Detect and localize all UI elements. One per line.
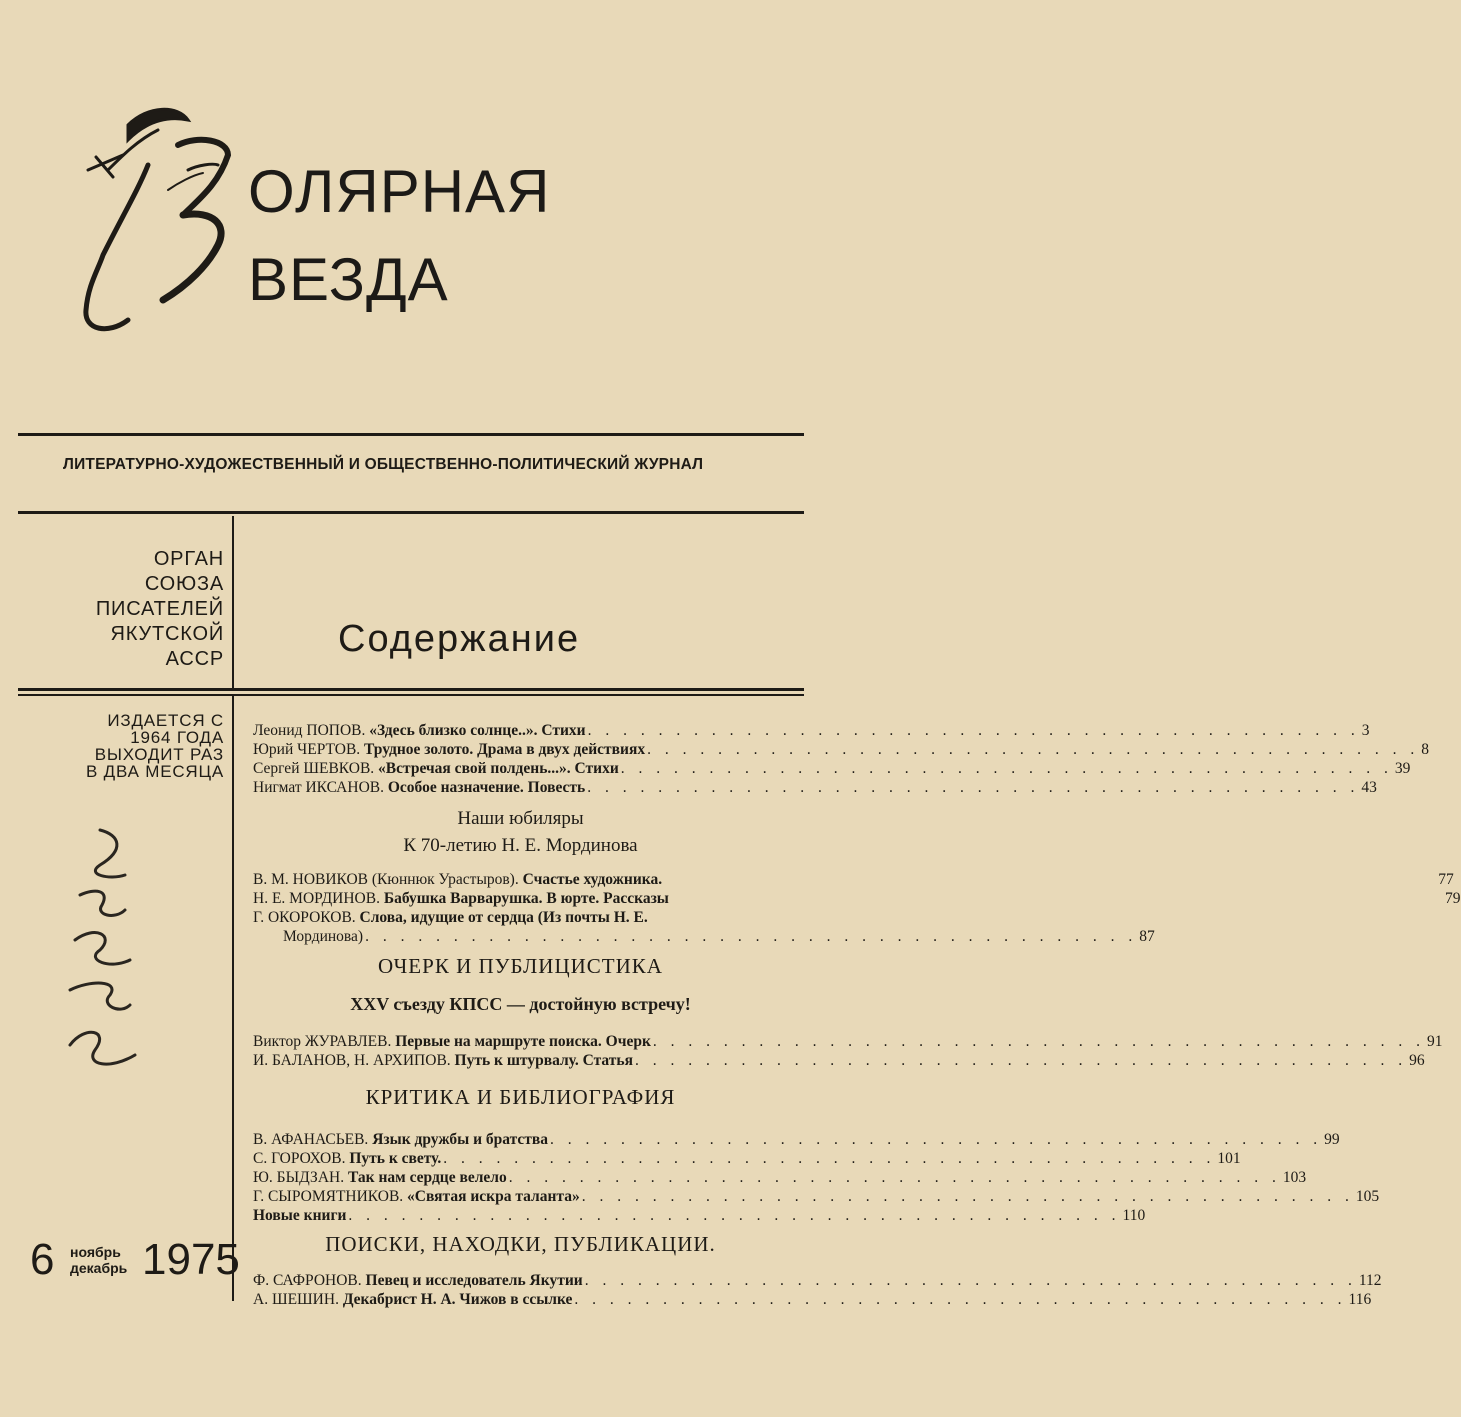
toc-page: 79: [1445, 890, 1461, 907]
column-divider-lower: [232, 696, 234, 1301]
masthead-divider: [18, 433, 804, 436]
toc-entry: [253, 1130, 1340, 1149]
toc-work: Декабрист Н. А. Чижов в ссылке: [342, 1291, 573, 1308]
publication-line: ВЫХОДИТ РАЗ: [94, 745, 224, 764]
toc-author: И. БАЛАНОВ, Н. АРХИПОВ.: [253, 1052, 451, 1069]
toc-entry: [253, 1168, 1307, 1187]
issue-month: ноябрь: [70, 1244, 121, 1260]
toc-entry: [253, 1271, 1382, 1290]
toc-page: 103: [1282, 1169, 1307, 1186]
publication-line: 1964 ГОДА: [130, 728, 224, 747]
toc-work: «Здесь близко солнце..». Стихи: [369, 722, 586, 739]
toc-entry: [253, 778, 1377, 797]
toc-work: Путь к свету.: [349, 1150, 442, 1167]
section-essay-subheading: XXV съезду КПСС — достойную встречу!: [350, 994, 691, 1014]
issue-months: [70, 1244, 127, 1276]
toc-work: Певец и исследователь Якутии: [365, 1272, 583, 1289]
toc-author: Леонид ПОПОВ.: [253, 722, 366, 739]
handwritten-mark-icon: [40, 820, 160, 1080]
toc-group-critique: [253, 1130, 1380, 1225]
toc-page: 3: [1361, 722, 1370, 739]
toc-work: Язык дружбы и братства: [372, 1131, 549, 1148]
organ-line: АССР: [165, 648, 224, 670]
toc-entry: [253, 1032, 1443, 1051]
toc-page: 39: [1394, 760, 1411, 777]
toc-page: 77: [1438, 871, 1454, 888]
toc-author: Г. ОКОРОКОВ.: [253, 909, 356, 926]
toc-entry: [253, 889, 1461, 908]
section-critique-heading: КРИТИКА И БИБЛИОГРАФИЯ: [365, 1085, 676, 1109]
toc-work: Особое назначение. Повесть: [387, 779, 586, 796]
toc-page: 110: [1122, 1207, 1146, 1224]
publication-info: [86, 712, 224, 780]
toc-work: Трудное золото. Драма в двух действиях: [364, 741, 646, 758]
section-essay-heading: ОЧЕРК И ПУБЛИЦИСТИКА: [378, 954, 663, 978]
toc-page: 99: [1324, 1131, 1340, 1148]
issue-month: декабрь: [70, 1260, 128, 1276]
toc-page: 43: [1361, 779, 1377, 796]
toc-author: Ф. САФРОНОВ.: [253, 1272, 362, 1289]
contents-divider-thin: [18, 694, 804, 696]
publication-line: В ДВА МЕСЯЦА: [86, 762, 224, 781]
toc-entry: [253, 908, 788, 927]
calligraphic-logo-icon: [68, 95, 248, 345]
toc-author: В. М. НОВИКОВ (Кюннюк Урастыров).: [253, 871, 519, 888]
toc-work: Слова, идущие от сердца (Из почты Н. Е.: [359, 909, 648, 926]
organ-line: ПИСАТЕЛЕЙ: [95, 598, 224, 620]
toc-author: В. АФАНАСЬЕВ.: [253, 1131, 369, 1148]
toc-author: Виктор ЖУРАВЛЕВ.: [253, 1033, 392, 1050]
organ-line: ОРГАН: [153, 548, 224, 570]
toc-page: 91: [1427, 1033, 1443, 1050]
organ-line: СОЮЗА: [144, 573, 224, 595]
toc-group-poetry-prose: [253, 721, 1429, 797]
toc-work: Бабушка Варварушка. В юрте. Рассказы: [383, 890, 669, 907]
toc-entry: [253, 1187, 1380, 1206]
toc-work: «Святая искра таланта»: [407, 1188, 580, 1205]
toc-work: Счастье художника.: [522, 871, 663, 888]
toc-page: 96: [1409, 1052, 1425, 1069]
contents-heading: Содержание: [338, 618, 581, 660]
toc-author: Сергей ШЕВКОВ.: [253, 760, 375, 777]
toc-entry: [253, 870, 1454, 889]
toc-work: Мординова): [283, 928, 364, 945]
section-search-heading: ПОИСКИ, НАХОДКИ, ПУБЛИКАЦИИ.: [325, 1232, 716, 1256]
toc-page: 101: [1217, 1150, 1241, 1167]
toc-work: Новые книги: [253, 1207, 347, 1224]
toc-author: Ю. БЫДЗАН.: [253, 1169, 345, 1186]
toc-entry-continued: [253, 927, 1155, 946]
issue-year: 1975: [142, 1235, 240, 1284]
toc-entry: [253, 1290, 1372, 1309]
toc-entry: [253, 1149, 1241, 1168]
toc-author: Н. Е. МОРДИНОВ.: [253, 890, 380, 907]
toc-author: Г. СЫРОМЯТНИКОВ.: [253, 1188, 404, 1205]
toc-work: «Встречая свой полдень...». Стихи: [378, 760, 619, 777]
toc-entry: [253, 740, 1429, 759]
toc-group-essay: [253, 1032, 1443, 1070]
toc-work: Так нам сердце велело: [347, 1169, 507, 1186]
header-divider: [18, 511, 804, 514]
publication-line: ИЗДАЕТСЯ С: [107, 711, 224, 730]
toc-entry: [253, 1206, 1146, 1225]
journal-title-line-2: ВЕЗДА: [248, 246, 449, 313]
toc-entry: [253, 721, 1370, 740]
toc-group-jubilee: [253, 870, 1461, 946]
journal-subtitle: ЛИТЕРАТУРНО-ХУДОЖЕСТВЕННЫЙ И ОБЩЕСТВЕННО-ПОЛИТИЧЕСКИЙ ЖУРНАЛ: [63, 456, 704, 473]
jubilee-subheading: К 70-летию Н. Е. Мординова: [403, 835, 638, 856]
column-divider: [232, 516, 234, 688]
toc-work: Первые на маршруте поиска. Очерк: [395, 1033, 651, 1050]
organ-line: ЯКУТСКОЙ: [110, 623, 224, 645]
toc-author: А. ШЕШИН.: [253, 1291, 339, 1308]
toc-author: С. ГОРОХОВ.: [253, 1150, 346, 1167]
toc-page: 112: [1358, 1272, 1382, 1289]
toc-group-search: [253, 1271, 1382, 1309]
issue-number: 6: [30, 1235, 55, 1284]
toc-page: 8: [1421, 741, 1429, 758]
toc-page: 105: [1355, 1188, 1380, 1205]
jubilee-heading: Наши юбиляры: [457, 808, 584, 829]
toc-page: 116: [1348, 1291, 1372, 1308]
publisher-organ: [96, 547, 224, 672]
toc-author: Нигмат ИКСАНОВ.: [253, 779, 384, 796]
toc-entry: [253, 759, 1411, 778]
toc-entry: [253, 1051, 1425, 1070]
toc-author: Юрий ЧЕРТОВ.: [253, 741, 361, 758]
journal-title-line-1: ОЛЯРНАЯ: [248, 158, 551, 225]
toc-page: 87: [1139, 928, 1155, 945]
contents-divider: [18, 688, 804, 691]
toc-work: Путь к штурвалу. Статья: [454, 1052, 633, 1069]
